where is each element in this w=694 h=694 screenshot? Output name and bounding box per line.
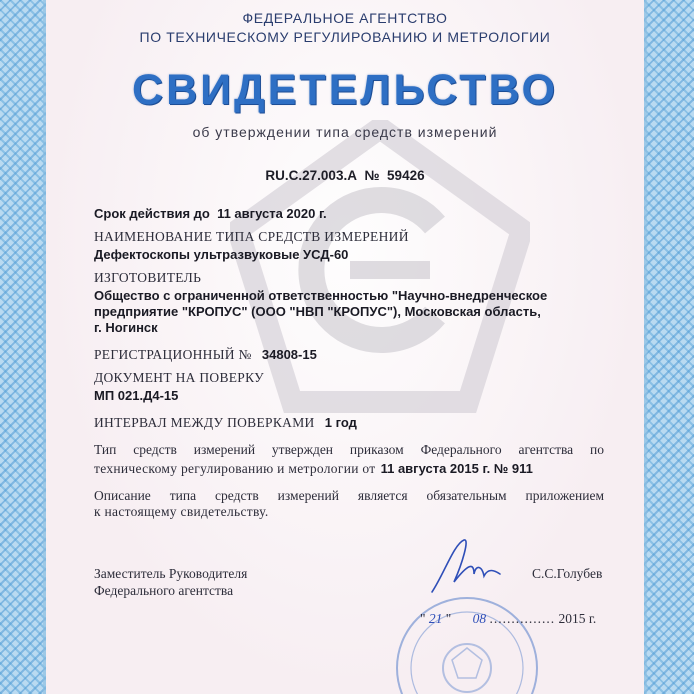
instrument-label: НАИМЕНОВАНИЕ ТИПА СРЕДСТВ ИЗМЕРЕНИЙ (94, 229, 409, 244)
certificate-subtitle: об утверждении типа средств измерений (192, 124, 498, 140)
certificate-number (46, 168, 644, 183)
manufacturer-label: ИЗГОТОВИТЕЛЬ (94, 270, 202, 285)
manufacturer-line3: г. Ногинск (94, 320, 158, 335)
signature-date: " 21 " 08 ............... 2015 г. (420, 611, 597, 626)
approval-order: 11 августа 2015 г. № 911 (380, 461, 533, 476)
certificate-number-prefix: RU.C.27.003.A (265, 168, 357, 183)
approval-line2 (94, 458, 604, 477)
signatory-position-line1: Заместитель Руководителя (94, 566, 248, 581)
description-line1: Описание типа средств измерений является обязательным приложением (94, 488, 604, 503)
agency-name-line1: ФЕДЕРАЛЬНОЕ АГЕНТСТВО (242, 10, 448, 26)
description-line2: к настоящему свидетельству. (94, 504, 269, 519)
interval-label: ИНТЕРВАЛ МЕЖДУ ПОВЕРКАМИ (94, 415, 315, 430)
manufacturer-line1: Общество с ограниченной ответственностью "Научно-внедренческое (94, 288, 548, 303)
instrument-value: Дефектоскопы ультразвуковые УСД-60 (94, 247, 349, 262)
agency-name-line2: ПО ТЕХНИЧЕСКОМУ РЕГУЛИРОВАНИЮ И МЕТРОЛОГИИ (139, 29, 551, 45)
date-month: 08 (472, 611, 487, 626)
approval-text: техническому регулированию и метрологии от (94, 461, 376, 476)
registration-label: РЕГИСТРАЦИОННЫЙ № (94, 347, 252, 362)
certificate-number-sign: № (364, 168, 380, 183)
registration-value: 34808-15 (261, 347, 317, 362)
interval-row (94, 412, 357, 431)
verification-doc-value: МП 021.Д4-15 (94, 388, 179, 403)
validity-label: Срок действия до (94, 206, 210, 221)
verification-doc-label: ДОКУМЕНТ НА ПОВЕРКУ (94, 370, 264, 385)
gost-emblem-watermark (230, 120, 530, 420)
manufacturer-line2: предприятие "КРОПУС" (ООО "НВП "КРОПУС"), Московская область, (94, 304, 541, 319)
signatory-position-line2: Федерального агентства (94, 583, 234, 598)
validity-row (94, 206, 327, 221)
official-stamp (392, 590, 542, 694)
signatory-name: С.С.Голубев (532, 566, 603, 581)
approval-line1: Тип средств измерений утвержден приказом Федерального агентства по (94, 442, 604, 457)
date-day: 21 (428, 611, 443, 626)
validity-date: 11 августа 2020 г. (217, 206, 327, 221)
date-open-quote: " (420, 611, 426, 626)
interval-value: 1 год (324, 415, 357, 430)
handwritten-signature (424, 534, 504, 604)
date-year: 2015 г. (558, 611, 597, 626)
registration-row (94, 344, 317, 363)
certificate-number-value: 59426 (387, 168, 425, 183)
certificate-title: СВИДЕТЕЛЬСТВО (132, 66, 558, 114)
